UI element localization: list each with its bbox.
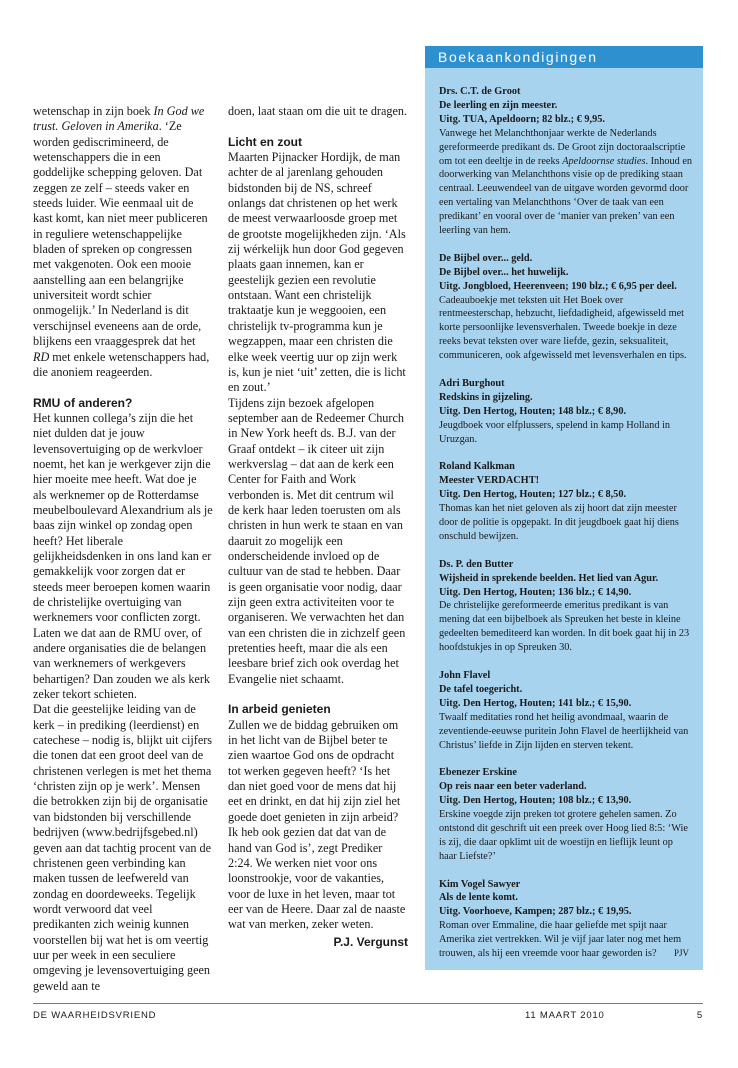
section-heading: Licht en zout	[228, 134, 302, 149]
paragraph: Maarten Pijnacker Hordijk, de man achter de al jarenlang gehouden bidstonden bij de NS, schreef onlangs dat christenen op het werk de meest verwaarloosde groep met de grootste mogelijkheden zijn. ‘Als zij wérkelijk hun door God gegeven plaats gaan innemen, kan er geestelijk gezien een revolutie ontstaan. Want een christelijk traktaatje kun je weggooien, een christelijk tv-programma kun je wegzappen, maar een christen die elke week veertig uur op zijn werk is, kun je niet ‘uit’ zetten, die is licht en zout.’	[228, 150, 406, 395]
text: Vanwege het Melanchthonjaar werkte de Nederlands gereformeerde predikant ds. De Groot zijn doctoraalscriptie om tot een deeltje in de reeks	[439, 127, 686, 167]
book-description: De christelijke gereformeerde emeritus predikant is van mening dat een bijbelboek als Spreuken het beste in kleine gedeelten bemediteerd kan worden. In dit boek gaat hij in 23 hoofdstukjes in op Spreuken 30.	[439, 600, 690, 654]
book-description: Roman over Emmaline, die haar geliefde met spijt naar Amerika ziet vertrekken. Wil je vijf jaar later nog met hem trouwen, als hij een vreemde voor haar geworden is?	[439, 920, 682, 960]
book-publisher: Uitg. Den Hertog, Houten; 136 blz.; € 14,90.	[439, 586, 632, 598]
text: met enkele wetenschappers had, die anoniem reageerden.	[33, 349, 210, 379]
section-heading: In arbeid genieten	[228, 702, 331, 717]
paragraph: Tijdens zijn bezoek afgelopen september aan de Redeemer Church in New York heeft ds. B.J. van der Graaf ontdekt – ik citeer uit zijn werkverslag – dat aan de kerk een Center for Faith and Work verbonden is. Met dit centrum wil de kerk haar leden toerusten om als christen in hun werk te staan en van daaruit zo mogelijk een onderscheidende invloed op de cultuur van de stad te hebben. Daar is geen organisatie voor nodig, daar zijn geen extra activiteiten voor te organiseren. We verwachten het dan van een christen die in zichzelf geen pretenties heeft, maar die als een leesbare brief zich ook overdag het Evangelie niet schaamt.	[228, 395, 406, 686]
book-description: Jeugdboek voor elfplussers, spelend in kamp Holland in Uruzgan.	[439, 419, 671, 445]
book-entry	[439, 85, 693, 238]
book-author: Drs. C.T. de Groot	[439, 86, 521, 97]
paragraph: Het kunnen collega’s zijn die het niet dulden dat je jouw levensovertuiging op de werkvloer noemt, het kan je werkgever zijn die hier moeite mee heeft. Wat doe je als werknemer op de Rotterdamse meubelboulevard Alexandrium als je baas zijn winkel op zondag open heeft? Het liberale gelijkheidsdenken in ons land kan er gemakkelijk voor zorgen dat er steeds meer beroepen komen waarin de christelijke overtuiging van werknemers voor conflicten zorgt. Laten we dat aan de RMU over, of andere organisaties die de belangen van werknemers of werkgevers behartigen? Dan zouden we als kerk zeker tekort schieten.	[33, 410, 213, 702]
paragraph	[33, 104, 213, 380]
book-entry	[439, 377, 693, 447]
book-publisher: Uitg. Jongbloed, Heerenveen; 190 blz.; € 6,95 per deel.	[439, 280, 677, 292]
book-title: Meester VERDACHT!	[439, 475, 539, 487]
book-author: Roland Kalkman	[439, 461, 515, 473]
book-publisher: Uitg. Den Hertog, Houten; 141 blz.; € 15,90.	[439, 697, 632, 709]
book-title: De tafel toegericht.	[439, 683, 523, 695]
book-author: Ds. P. den Butter	[439, 558, 514, 570]
text: . ‘Ze worden gediscrimineerd, de wetenschappers die in een goddelijke schepping geloven. Dat zeggen ze zelf – steeds vaker en steeds luider. Wie eenmaal uit de kast komt, kan niet meer publiceren in reguliere wetenschappelijke bladen of spreken op congressen met vakgenoten. Ook een mooie aanstelling aan een belangrijke universiteit wordt schier onmogelijk.’ In Nederland is dit verschijnsel eveneens aan de orde, blijkens een vraaggesprek dat het	[33, 119, 208, 349]
book-entry	[439, 669, 693, 752]
sidebar-body	[425, 68, 703, 961]
book-entry	[439, 252, 693, 363]
book-title: De Bijbel over... het huwelijk.	[439, 266, 569, 278]
author-signature: P.J. Vergunst	[333, 934, 408, 949]
page-number: 5	[696, 1010, 703, 1021]
newspaper-name: RD	[33, 349, 50, 364]
book-title: De leerling en zijn meester.	[439, 99, 558, 111]
book-description: Cadeauboekje met teksten uit Het Boek over rentmeesterschap, hebzucht, liefdadigheid, afgewisseld met korte persoonlijke levensverhalen. Tweede boekje in deze reeks bevat teksten over ware liefde, gezin, seksualiteit, communiceren, ook afgewisseld met levensverhalen en tips.	[439, 294, 687, 362]
book-entry	[439, 766, 693, 863]
book-author: John Flavel	[439, 669, 491, 681]
text: . Inhoud en doorwerking van Melanchthons visie op de prediking staan centraal. Leeuwendeel van de uitgave worden gevormd door een vertaling van Melanchthons ‘Over de taak van een predikant’ en vooral over de ‘manier van preken’ van een leerling van hem.	[439, 155, 693, 237]
series-title: Apeldoornse studies	[562, 155, 646, 167]
article-column-1	[33, 104, 213, 994]
book-title: Wijsheid in sprekende beelden. Het lied van Agur.	[439, 572, 659, 584]
book-publisher: Uitg. Den Hertog, Houten; 108 blz.; € 13,90.	[439, 795, 632, 807]
paragraph: Zullen we de biddag gebruiken om in het licht van de Bijbel beter te zien waartoe God ons de opdracht tot werken gegeven heeft? ‘Is het dan niet goed voor de mens dat hij eet en drinkt, en dat hij zijn ziel het goede doet genieten in zijn arbeid? Ik heb ook gezien dat dat van de hand van God is’, zegt Prediker 2:24. We werken niet voor ons loonstrookje, voor de vakanties, voor de luxe in het leven, maar tot eer van de Heere. Daar zal de naaste wat van merken, zeker weten.	[228, 717, 406, 932]
book-title: In God we trust. Geloven in Amerika	[33, 104, 205, 134]
issue-date: 11 MAART 2010	[525, 1010, 605, 1021]
footer-rule	[33, 1003, 703, 1004]
book-author: Kim Vogel Sawyer	[439, 878, 521, 890]
book-entry	[439, 878, 693, 961]
book-title: Redskins in gijzeling.	[439, 391, 533, 403]
book-publisher: Uitg. TUA, Apeldoorn; 82 blz.; € 9,95.	[439, 113, 605, 125]
book-publisher: Uitg. Den Hertog, Houten; 127 blz.; € 8,50.	[439, 489, 627, 501]
book-description	[439, 127, 693, 238]
article-column-2	[228, 104, 408, 950]
book-entry	[439, 460, 693, 543]
sidebar-header: Boekaankondigingen	[425, 46, 703, 68]
book-title: Als de lente komt.	[439, 892, 518, 904]
book-author: Ebenezer Erskine	[439, 767, 517, 779]
reviewer-initials: PJV	[673, 948, 689, 958]
book-title: De Bijbel over... geld.	[439, 252, 533, 264]
paragraph: doen, laat staan om die uit te dragen.	[228, 104, 408, 118]
book-entry	[439, 558, 693, 655]
text: wetenschap in zijn boek	[33, 104, 154, 118]
book-author: Adri Burghout	[439, 378, 505, 389]
paragraph: Dat die geestelijke leiding van de kerk – in prediking (leerdienst) en catechese – nodig is, blijkt uit cijfers die tonen dat een groot deel van de christenen verlegen is met het thema ‘christen zijn op je werk’. Mensen die betrokken zijn bij de organisatie van bidstonden bij verschillende bedrijven (www.bedrijfsgebed.nl) geven aan dat tachtig procent van de christenen geen verbinding kan maken tussen de leefwereld van zondag en doordeweeks. Tegelijk wordt verwoord dat veel predikanten zich weinig kunnen voorstellen bij wat het is om veertig uur per week in een seculiere omgeving je levensovertuiging geen geweld aan te	[33, 702, 213, 993]
book-publisher: Uitg. Voorhoeve, Kampen; 287 blz.; € 19,95.	[439, 906, 632, 918]
book-title: Op reis naar een beter vaderland.	[439, 781, 587, 793]
section-heading: RMU of anderen?	[33, 395, 133, 410]
book-announcements-box	[425, 46, 703, 970]
book-description: Thomas kan het niet geloven als zij hoort dat zijn meester door de politie is opgepakt. In dit jeugdboek gaat hij diens onschuld bewijzen.	[439, 503, 679, 542]
publication-name: DE WAARHEIDSVRIEND	[33, 1010, 157, 1021]
book-publisher: Uitg. Den Hertog, Houten; 148 blz.; € 8,90.	[439, 405, 627, 417]
book-description: Twaalf meditaties rond het heilig avondmaal, waarin de zeventiende-eeuwse puritein John Flavel de heerlijkheid van Christus’ liefde in Zijn lijden en sterven tekent.	[439, 711, 689, 751]
book-description: Erskine voegde zijn preken tot grotere gehelen samen. Zo ontstond dit geschrift uit een preek over Hoog lied 8:5: ‘Wie is zij, die daar opklimt uit de woestijn en lieflijk leunt op haar Liefste?’	[439, 809, 688, 862]
